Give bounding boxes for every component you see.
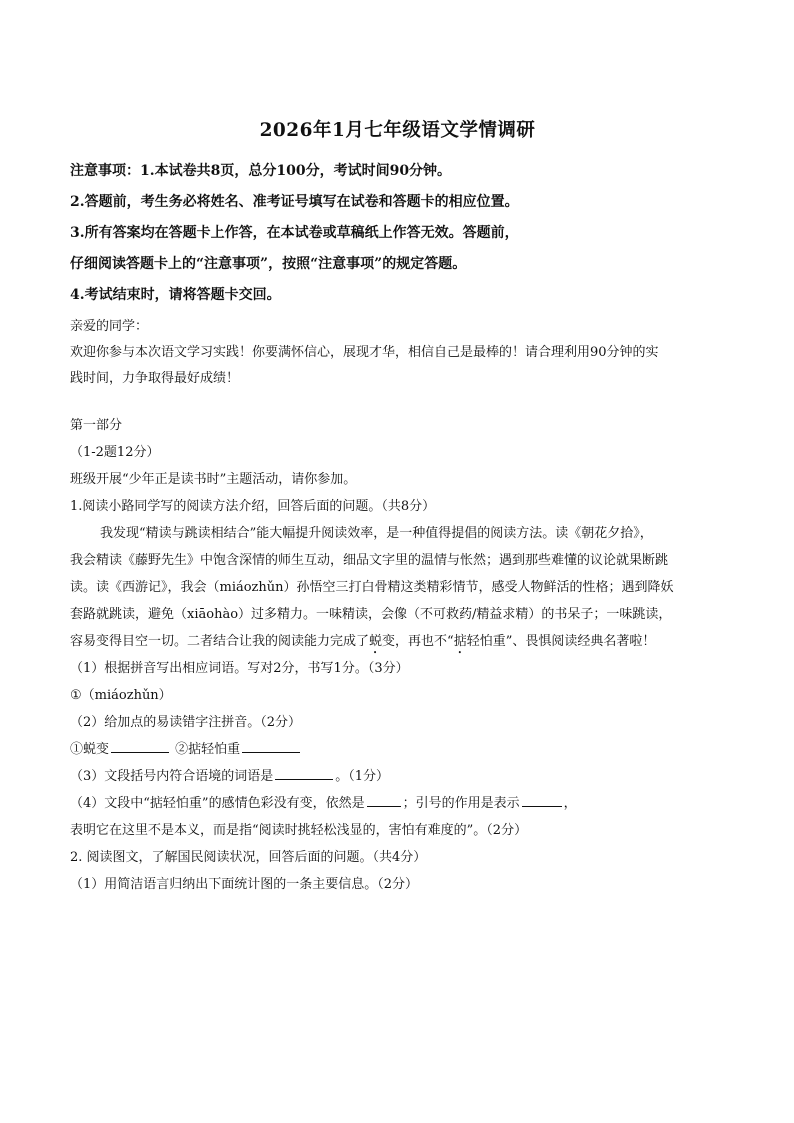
question-2-sub-1: （1）用简洁语言归纳出下面统计图的一条主要信息。（2分） (70, 877, 419, 892)
passage-line: 读。读《西游记》，我会（miáozhǔn）孙悟空三打白骨精这类精彩情节，感受人物鲜活的性格；遇到降妖 (70, 580, 674, 595)
answer-blank[interactable] (522, 793, 562, 807)
item-text: （3）文段括号内符合语境的词语是 (70, 769, 274, 784)
answer-blank[interactable] (242, 739, 300, 753)
greeting-block (70, 314, 730, 392)
question-1-stem: 1.阅读小路同学写的阅读方法介绍，回答后面的问题。（共8分） (70, 499, 436, 514)
greeting-text: 欢迎你参与本次语文学习实践！你要满怀信心，展现才华，相信自己是最棒的！请合理利用90分钟的实 (70, 345, 659, 360)
item-text: ；引号的作用是表示 (402, 796, 520, 811)
answer-blank[interactable] (367, 793, 401, 807)
greeting-text: 践时间，力争取得最好成绩！ (70, 371, 240, 386)
sub-question-4 (70, 790, 730, 817)
sub-question-4-continued: 表明它在这里不是本义，而是指“阅读时挑轻松浅显的，害怕有难度的”。（2分） (70, 823, 528, 838)
sub-question-3 (70, 763, 730, 790)
item-text: ①蜕变 (70, 742, 110, 757)
passage-line: 套路就跳读，避免（xiāohào）过多精力。一味精读，会像（不可救药/精益求精）的书呆子；一味跳读， (70, 607, 672, 622)
notice-line: 3.所有答案均在答题卡上作答，在本试卷或草稿纸上作答无效。答题前， (70, 225, 519, 241)
item-text: ②掂轻怕重 (175, 742, 241, 757)
answer-blank[interactable] (111, 739, 169, 753)
sub-question-1-item: ①（miáozhǔn） (70, 688, 172, 703)
sub-question-1: （1）根据拼音写出相应词语。写对2分，书写1分。（3分） (70, 661, 409, 676)
passage-text: 轻怕重”、畏惧阅读经典名著啦！ (466, 634, 656, 649)
sub-question-2-items (70, 736, 730, 763)
notice-block (70, 156, 725, 311)
item-text: （4）文段中“掂轻怕重”的感情色彩没有变，依然是 (70, 796, 365, 811)
passage-line: 我发现“精读与跳读相结合”能大幅提升阅读效率，是一种值得提倡的阅读方法。读《朝花夕拾》， (100, 526, 653, 541)
section-heading: 第一部分 (70, 418, 123, 433)
notice-line: 仔细阅读答题卡上的“注意事项”，按照“注意事项”的规定答题。 (70, 256, 467, 272)
page-title: 2026年1月七年级语文学情调研 (259, 120, 536, 141)
sub-question-2: （2）给加点的易读错字注拼音。（2分） (70, 715, 302, 730)
question-2-stem: 2. 阅读图文，了解国民阅读状况，回答后面的问题。（共4分） (70, 850, 427, 865)
passage-text: 变，再也不“ (382, 634, 454, 649)
dotted-char: 掂 (453, 634, 467, 649)
activity-intro: 班级开展“少年正是读书时”主题活动，请你参加。 (70, 472, 357, 487)
passage-line (70, 628, 730, 655)
notice-line: 注意事项：1.本试卷共8页，总分100分，考试时间90分钟。 (70, 163, 452, 179)
dotted-char: 蜕 (369, 634, 383, 649)
item-text: ， (563, 796, 577, 811)
section-score-range: （1-2题12分） (70, 445, 160, 460)
greeting-salutation: 亲爱的同学： (70, 319, 149, 334)
passage-line: 我会精读《藤野先生》中饱含深情的师生互动，细品文字里的温情与怅然；遇到那些难懂的议论就果断跳 (70, 553, 669, 568)
item-text: 。（1分） (335, 769, 390, 784)
passage-text: 容易变得目空一切。二者结合让我的阅读能力完成了 (70, 634, 370, 649)
part-one-section (70, 412, 730, 898)
answer-blank[interactable] (275, 766, 333, 780)
notice-line: 2.答题前，考生务必将姓名、准考证号填写在试卷和答题卡的相应位置。 (70, 194, 519, 210)
notice-line: 4.考试结束时，请将答题卡交回。 (70, 287, 281, 303)
